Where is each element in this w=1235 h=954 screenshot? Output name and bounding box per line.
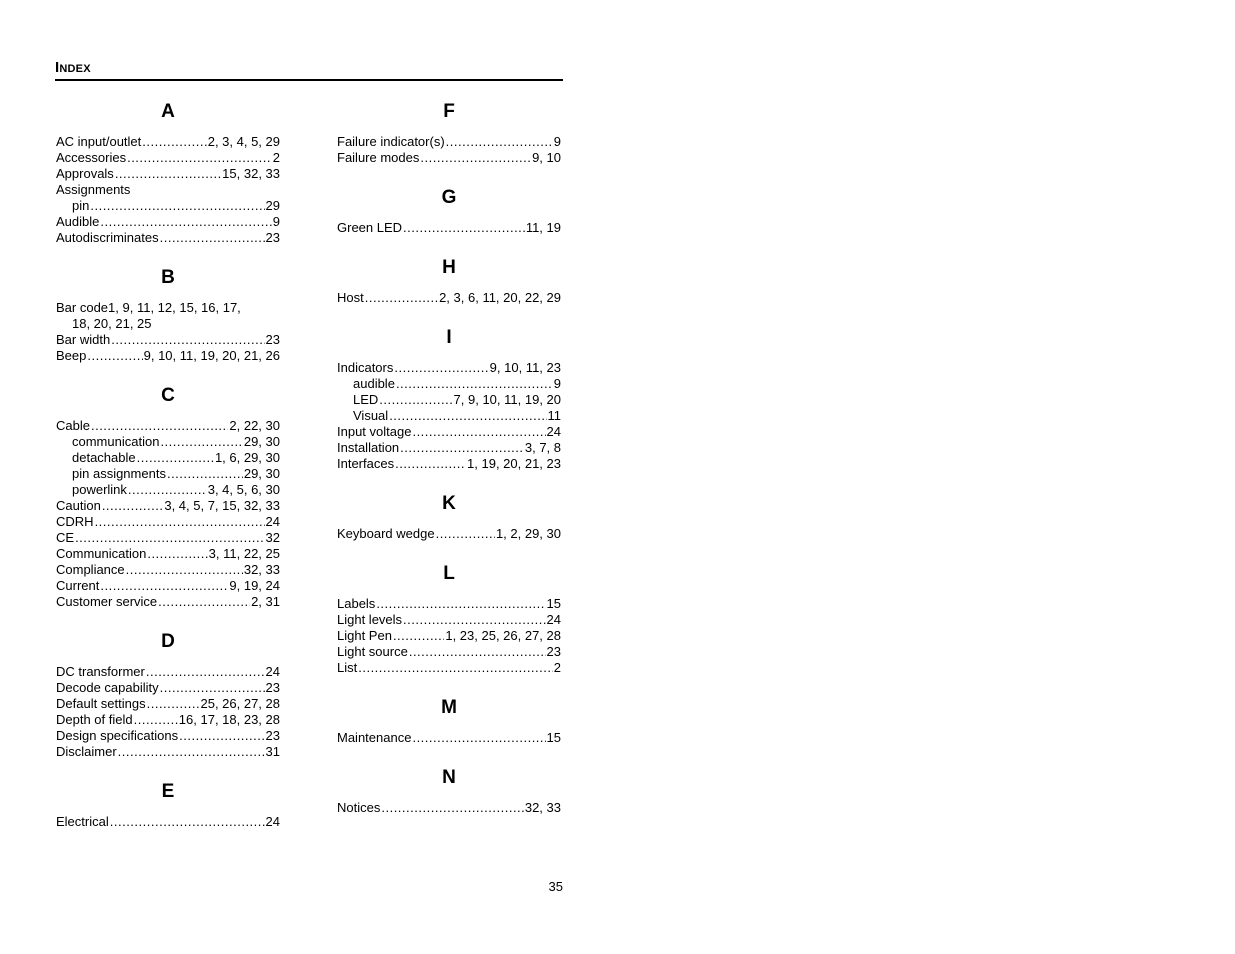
index-pages: 3, 7, 8 <box>524 440 561 455</box>
dot-leader <box>396 376 553 392</box>
dot-leader <box>118 744 265 760</box>
index-term: Maintenance <box>337 730 412 745</box>
index-term: AC input/outlet <box>56 134 142 149</box>
index-entry <box>56 182 280 198</box>
section-letter: K <box>442 493 456 514</box>
dot-leader <box>110 814 265 830</box>
dot-leader <box>90 198 264 214</box>
index-term: Keyboard wedge <box>337 526 435 541</box>
index-entry <box>56 348 280 364</box>
index-pages: 1, 23, 25, 26, 27, 28 <box>445 628 561 643</box>
index-term: Interfaces <box>337 456 395 471</box>
dot-leader <box>381 800 523 816</box>
index-term: Compliance <box>56 562 125 577</box>
dot-leader <box>400 440 524 456</box>
section-letter: L <box>443 563 455 584</box>
index-term: Depth of field <box>56 712 133 727</box>
index-pages: 23 <box>265 728 280 743</box>
index-pages: 3, 11, 22, 25 <box>208 546 280 561</box>
index-entry <box>56 418 280 434</box>
index-entry <box>337 360 561 376</box>
index-pages: 24 <box>265 814 280 829</box>
index-term: Installation <box>337 440 400 455</box>
index-section-b <box>56 266 280 364</box>
dot-leader <box>75 530 264 546</box>
index-term: CE <box>56 530 75 545</box>
index-pages: 16, 17, 18, 23, 28 <box>178 712 280 727</box>
index-pages: 2, 3, 6, 11, 20, 22, 29 <box>439 290 561 305</box>
index-term: pin assignments <box>72 466 166 481</box>
index-term: CDRH <box>56 514 94 529</box>
index-entry <box>56 166 280 182</box>
index-subentry <box>337 376 561 392</box>
dot-leader <box>420 150 531 166</box>
dot-leader <box>126 562 243 578</box>
index-section-d <box>56 630 280 760</box>
index-pages: 23 <box>265 680 280 695</box>
index-pages: 23 <box>265 230 280 245</box>
index-section-l <box>337 562 561 676</box>
index-entry <box>337 730 561 746</box>
index-term: Notices <box>337 800 381 815</box>
index-pages: 3, 4, 5, 6, 30 <box>207 482 280 497</box>
section-letter: H <box>442 257 456 278</box>
index-pages: 32 <box>265 530 280 545</box>
index-entry <box>337 440 561 456</box>
index-section-i <box>337 326 561 472</box>
index-entry <box>56 744 280 760</box>
dot-leader <box>158 594 250 610</box>
dot-leader <box>137 450 214 466</box>
index-subentry <box>56 482 280 498</box>
index-term: Assignments <box>56 182 131 197</box>
index-entry <box>337 150 561 166</box>
index-term: Failure modes <box>337 150 420 165</box>
dot-leader <box>100 214 271 230</box>
index-entry <box>337 596 561 612</box>
section-letter: N <box>442 767 456 788</box>
dot-leader <box>111 332 264 348</box>
index-term: Communication <box>56 546 147 561</box>
index-term: Labels <box>337 596 376 611</box>
index-subentry <box>56 450 280 466</box>
index-term: Design specifications <box>56 728 179 743</box>
index-column-left <box>56 100 280 850</box>
index-term: Customer service <box>56 594 158 609</box>
index-pages: 9, 10, 11, 19, 20, 21, 26 <box>143 348 280 363</box>
index-pages: 2, 31 <box>251 594 280 609</box>
index-section-f <box>337 100 561 166</box>
page-title: Index <box>55 59 563 81</box>
dot-leader <box>134 712 178 728</box>
index-pages: 7, 9, 10, 11, 19, 20 <box>453 392 561 407</box>
index-pages: 1, 9, 11, 12, 15, 16, 17, <box>108 300 241 315</box>
index-entry <box>56 530 280 546</box>
dot-leader <box>87 348 142 364</box>
index-pages: 2 <box>272 150 280 165</box>
dot-leader <box>376 596 545 612</box>
index-term: Light source <box>337 644 408 659</box>
dot-leader <box>128 482 207 498</box>
index-term: Current <box>56 578 100 593</box>
index-pages: 9, 10, 11, 23 <box>489 360 561 375</box>
index-pages: 29 <box>265 198 280 213</box>
dot-leader <box>394 360 488 376</box>
index-section-e <box>56 780 280 830</box>
index-pages: 23 <box>546 644 561 659</box>
index-term: Accessories <box>56 150 127 165</box>
index-term: Light Pen <box>337 628 392 643</box>
index-pages: 11 <box>547 408 561 423</box>
index-entry <box>56 680 280 696</box>
index-entry-continuation <box>56 316 280 332</box>
index-term: Approvals <box>56 166 114 181</box>
section-letter: F <box>443 101 455 122</box>
dot-leader <box>91 418 228 434</box>
index-term: LED <box>353 392 379 407</box>
dot-leader <box>102 498 164 514</box>
index-subentry <box>337 408 561 424</box>
dot-leader <box>403 220 525 236</box>
index-subentry <box>56 466 280 482</box>
dot-leader <box>446 134 553 150</box>
index-pages: 2, 22, 30 <box>229 418 280 433</box>
index-term: communication <box>72 434 160 449</box>
index-term: Electrical <box>56 814 109 829</box>
index-entry <box>337 644 561 660</box>
index-term: detachable <box>72 450 136 465</box>
dot-leader <box>393 628 444 644</box>
index-entry <box>56 696 280 712</box>
index-column-right <box>337 100 561 836</box>
index-entry <box>56 332 280 348</box>
dot-leader <box>412 730 545 746</box>
section-letter: M <box>441 697 457 718</box>
index-term: Visual <box>353 408 389 423</box>
index-pages: 15 <box>546 730 561 745</box>
dot-leader <box>403 612 545 628</box>
index-term: Beep <box>56 348 87 363</box>
index-pages: 9 <box>553 376 561 391</box>
index-pages: 2 <box>553 660 561 675</box>
index-pages: 11, 19 <box>525 220 561 235</box>
index-entry <box>337 526 561 542</box>
index-entry <box>56 134 280 150</box>
index-entry <box>337 628 561 644</box>
index-subentry <box>56 434 280 450</box>
dot-leader <box>179 728 264 744</box>
index-section-h <box>337 256 561 306</box>
index-entry <box>56 498 280 514</box>
dot-leader <box>379 392 452 408</box>
section-letter: E <box>161 781 175 802</box>
index-pages: 15, 32, 33 <box>222 166 280 181</box>
index-pages: 1, 19, 20, 21, 23 <box>467 456 561 471</box>
dot-leader <box>142 134 206 150</box>
index-section-c <box>56 384 280 610</box>
index-term: Cable <box>56 418 90 433</box>
index-pages: 31 <box>265 744 280 759</box>
index-pages: 32, 33 <box>243 562 280 577</box>
index-term: Bar width <box>56 332 111 347</box>
index-section-m <box>337 696 561 746</box>
index-entry <box>337 290 561 306</box>
index-pages: 32, 33 <box>524 800 561 815</box>
section-letter: G <box>441 187 457 208</box>
index-pages: 29, 30 <box>243 466 280 481</box>
index-pages: 3, 4, 5, 7, 15, 32, 33 <box>164 498 280 513</box>
index-entry <box>56 594 280 610</box>
index-pages: 24 <box>265 664 280 679</box>
dot-leader <box>412 424 545 440</box>
index-pages: 1, 6, 29, 30 <box>214 450 280 465</box>
index-pages: 15 <box>546 596 561 611</box>
index-section-g <box>337 186 561 236</box>
index-term: Input voltage <box>337 424 412 439</box>
dot-leader <box>395 456 466 472</box>
dot-leader <box>160 434 242 450</box>
section-letter: I <box>446 327 452 348</box>
index-term: Autodiscriminates <box>56 230 159 245</box>
dot-leader <box>127 150 272 166</box>
index-entry <box>56 728 280 744</box>
section-letter: B <box>161 267 175 288</box>
dot-leader <box>167 466 243 482</box>
dot-leader <box>409 644 546 660</box>
dot-leader <box>160 680 265 696</box>
index-term: Green LED <box>337 220 403 235</box>
index-subentry <box>337 392 561 408</box>
dot-leader <box>115 166 221 182</box>
index-section-n <box>337 766 561 816</box>
index-entry <box>56 300 280 316</box>
index-term: Indicators <box>337 360 394 375</box>
index-entry <box>56 150 280 166</box>
section-letter: C <box>161 385 175 406</box>
index-entry <box>337 456 561 472</box>
index-term: Host <box>337 290 364 305</box>
index-term: DC transformer <box>56 664 145 679</box>
index-term: pin <box>72 198 90 213</box>
index-pages: 2, 3, 4, 5, 29 <box>207 134 280 149</box>
index-entry <box>337 424 561 440</box>
index-term: Disclaimer <box>56 744 117 759</box>
dot-leader <box>365 290 438 306</box>
index-term: Failure indicator(s) <box>337 134 445 149</box>
index-entry <box>56 514 280 530</box>
index-entry <box>337 134 561 150</box>
index-term: powerlink <box>72 482 127 497</box>
index-section-a <box>56 100 280 246</box>
index-entry <box>56 214 280 230</box>
index-pages: 25, 26, 27, 28 <box>200 696 280 711</box>
index-pages: 23 <box>265 332 280 347</box>
index-entry <box>56 664 280 680</box>
dot-leader <box>160 230 265 246</box>
index-entry <box>56 814 280 830</box>
dot-leader <box>147 696 200 712</box>
index-pages: 24 <box>265 514 280 529</box>
index-section-k <box>337 492 561 542</box>
index-pages: 9 <box>272 214 280 229</box>
section-letter: A <box>161 101 175 122</box>
dot-leader <box>147 546 207 562</box>
dot-leader <box>146 664 265 680</box>
page-number: 35 <box>548 879 563 894</box>
index-pages: 9, 19, 24 <box>229 578 280 593</box>
dot-leader <box>358 660 553 676</box>
index-term: audible <box>353 376 395 391</box>
index-entry <box>337 660 561 676</box>
index-entry <box>337 612 561 628</box>
index-term: Light levels <box>337 612 403 627</box>
dot-leader <box>95 514 265 530</box>
index-subentry <box>56 198 280 214</box>
dot-leader <box>389 408 546 424</box>
index-term: Bar code <box>56 300 109 315</box>
index-pages: 9, 10 <box>532 150 561 165</box>
index-pages: 1, 2, 29, 30 <box>495 526 561 541</box>
index-term: Decode capability <box>56 680 159 695</box>
index-term: List <box>337 660 358 675</box>
index-term: Caution <box>56 498 101 513</box>
index-entry <box>56 578 280 594</box>
index-pages: 9 <box>553 134 561 149</box>
index-pages-continued: 18, 20, 21, 25 <box>72 316 152 331</box>
index-pages: 24 <box>546 612 561 627</box>
index-entry <box>56 562 280 578</box>
index-entry <box>337 220 561 236</box>
index-entry <box>337 800 561 816</box>
dot-leader <box>436 526 495 542</box>
index-entry <box>56 546 280 562</box>
index-pages: 24 <box>546 424 561 439</box>
index-term: Default settings <box>56 696 146 711</box>
section-letter: D <box>161 631 175 652</box>
index-entry <box>56 712 280 728</box>
index-entry <box>56 230 280 246</box>
index-pages: 29, 30 <box>243 434 280 449</box>
index-term: Audible <box>56 214 100 229</box>
dot-leader <box>100 578 228 594</box>
